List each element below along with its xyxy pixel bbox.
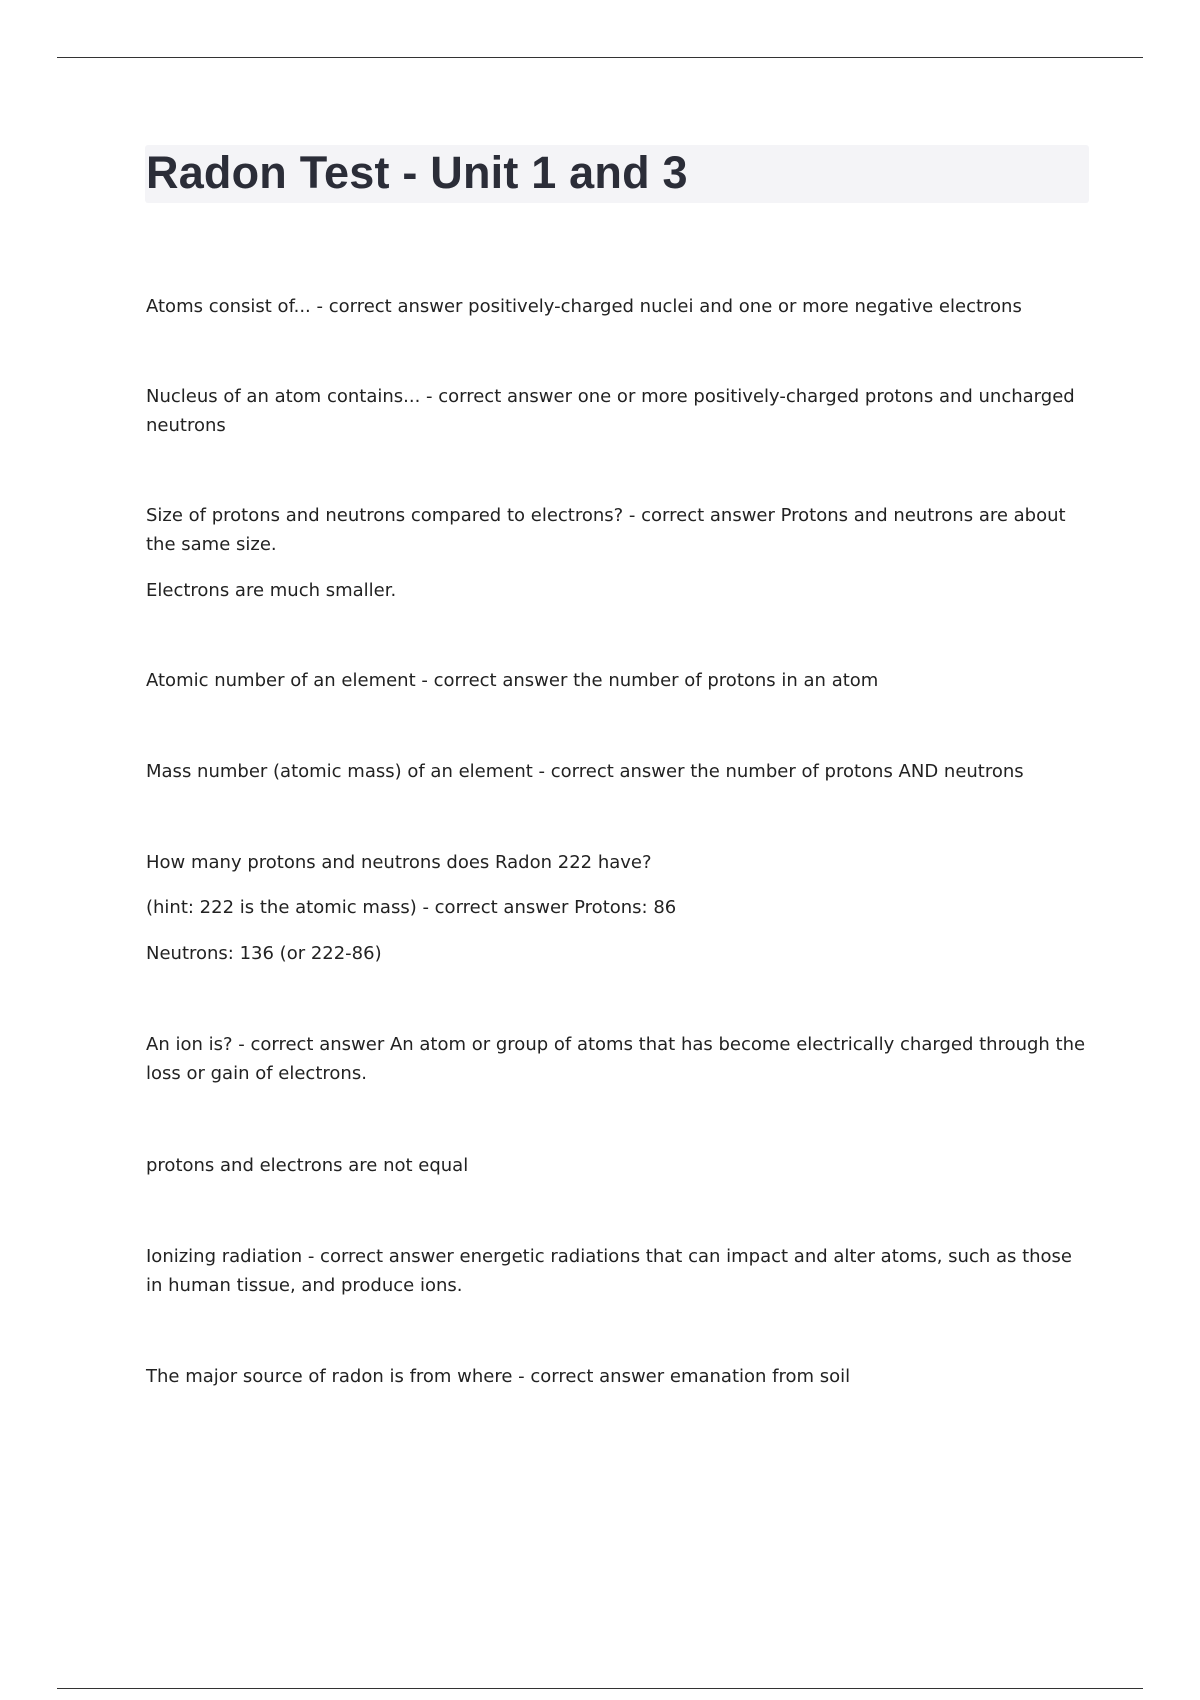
qa-entry-radon-222-neutrons: Neutrons: 136 (or 222-86) xyxy=(146,943,382,964)
qa-entry-ion: An ion is? - correct answer An atom or group of atoms that has become electrically charged through the loss or gain of electrons. xyxy=(146,1034,1086,1084)
qa-entry-size-of-protons: Size of protons and neutrons compared to electrons? - correct answer Protons and neutrons are about the same size. xyxy=(146,505,1066,555)
qa-entry-radon-source: The major source of radon is from where - correct answer emanation from soil xyxy=(146,1366,851,1387)
qa-entry-radon-222-question: How many protons and neutrons does Radon 222 have? xyxy=(146,852,652,873)
qa-entry-electrons-smaller: Electrons are much smaller. xyxy=(146,580,397,601)
top-page-rule xyxy=(57,57,1143,58)
qa-entry-protons-electrons: protons and electrons are not equal xyxy=(146,1155,469,1176)
qa-entry-ionizing-radiation: Ionizing radiation - correct answer energetic radiations that can impact and alter atoms, such as those in human tissue, and produce ions. xyxy=(146,1246,1073,1296)
qa-entry-atomic-number: Atomic number of an element - correct answer the number of protons in an atom xyxy=(146,670,879,691)
qa-entry-radon-222-hint: (hint: 222 is the atomic mass) - correct answer Protons: 86 xyxy=(146,897,677,918)
qa-entry-mass-number: Mass number (atomic mass) of an element - correct answer the number of protons AND neutrons xyxy=(146,761,1024,782)
document-title: Radon Test - Unit 1 and 3 xyxy=(146,147,688,198)
qa-entry-nucleus-contains: Nucleus of an atom contains... - correct answer one or more positively-charged protons and uncharged neutrons xyxy=(146,386,1075,436)
qa-entry-atoms-consist: Atoms consist of... - correct answer positively-charged nuclei and one or more negative electrons xyxy=(146,296,1022,317)
bottom-page-rule xyxy=(57,1688,1143,1689)
